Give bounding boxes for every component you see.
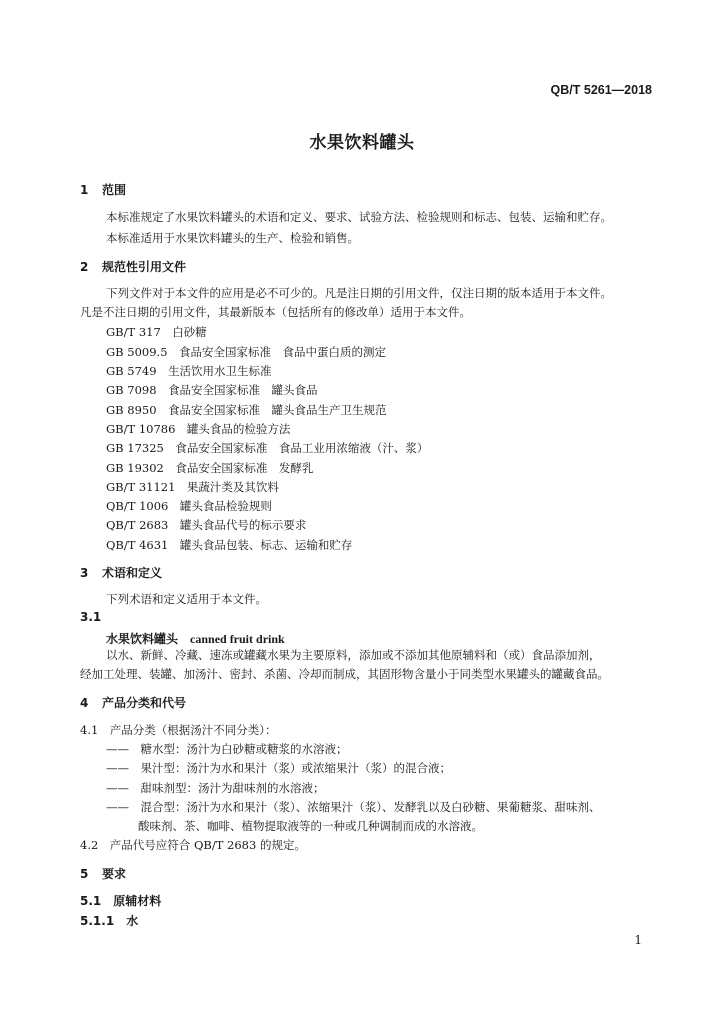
reference-item <box>106 479 279 495</box>
reference-item <box>106 324 207 340</box>
reference-title: 果蔬汁类及其饮料 <box>186 480 279 494</box>
reference-title: 罐头食品检验规则 <box>179 499 272 513</box>
reference-item <box>106 460 313 476</box>
reference-code: GB 5749 <box>106 364 157 378</box>
term-number: 3.1 <box>80 610 102 624</box>
list-text: 糖水型：汤汁为白砂糖或糖浆的水溶液； <box>140 742 348 756</box>
section-number: 2 <box>80 260 89 274</box>
clause-4-1 <box>80 722 277 738</box>
definition: 以水、新鲜、冷藏、速冻或罐藏水果为主要原料，添加或不添加其他原辅料和（或）食品添加剂， <box>106 648 601 662</box>
section-number: 5 <box>80 867 89 881</box>
section-title: 产品分类和代号 <box>102 696 187 710</box>
paragraph: 下列术语和定义适用于本文件。 <box>106 592 267 606</box>
reference-item <box>106 537 352 553</box>
list-text: 混合型：汤汁为水和果汁（浆）、浓缩果汁（浆）、发酵乳以及白砂糖、果葡糖浆、甜味剂、 <box>140 800 601 814</box>
reference-code: GB 5009.5 <box>106 345 168 359</box>
list-dash: —— <box>106 800 129 814</box>
reference-title: 生活饮用水卫生标准 <box>168 364 272 378</box>
document-title: 水果饮料罐头 <box>309 133 415 153</box>
reference-title: 罐头食品代号的标示要求 <box>179 518 307 532</box>
reference-code: GB 19302 <box>106 461 164 475</box>
list-item <box>106 760 451 776</box>
clause-number: 4.2 <box>80 838 99 852</box>
reference-title: 食品安全国家标准 罐头食品 <box>168 383 318 397</box>
reference-title: 食品安全国家标准 食品中蛋白质的测定 <box>179 345 387 359</box>
definition: 经加工处理、装罐、加汤汁、密封、杀菌、冷却而制成，其固形物含量小于同类型水果罐头的罐藏食品。 <box>80 667 609 681</box>
reference-code: GB/T 31121 <box>106 480 176 494</box>
reference-code: QB/T 1006 <box>106 499 169 513</box>
page-number: 1 <box>634 933 642 947</box>
list-text: 甜味剂型：汤汁为甜味剂的水溶液； <box>140 781 325 795</box>
section-title: 术语和定义 <box>102 566 163 580</box>
section-title: 规范性引用文件 <box>102 260 187 274</box>
section-1-heading <box>80 181 126 198</box>
section-number: 4 <box>80 696 89 710</box>
list-text: 果汁型：汤汁为水和果汁（浆）或浓缩果汁（浆）的混合液； <box>140 761 451 775</box>
reference-item <box>106 440 428 456</box>
list-item <box>106 780 325 796</box>
reference-title: 罐头食品的检验方法 <box>186 422 291 436</box>
section-5-heading <box>80 865 126 882</box>
reference-item <box>106 382 318 398</box>
list-item <box>106 799 601 815</box>
clause-number: 5.1 <box>80 894 102 908</box>
clause-5-1 <box>80 892 161 909</box>
section-2-heading <box>80 258 186 275</box>
standard-number: QB/T 5261—2018 <box>550 83 652 97</box>
list-item <box>106 741 348 757</box>
section-title: 范围 <box>102 183 127 197</box>
section-4-heading <box>80 694 186 711</box>
reference-item <box>106 363 272 379</box>
reference-title: 食品安全国家标准 发酵乳 <box>175 461 314 475</box>
term-english: canned fruit drink <box>190 632 285 646</box>
reference-title: 罐头食品包装、标志、运输和贮存 <box>179 538 353 552</box>
clause-5-1-1 <box>80 912 138 929</box>
section-number: 3 <box>80 566 89 580</box>
list-dash: —— <box>106 781 129 795</box>
paragraph: 凡是不注日期的引用文件，其最新版本（包括所有的修改单）适用于本文件。 <box>80 305 471 319</box>
reference-code: GB 7098 <box>106 383 157 397</box>
paragraph: 下列文件对于本文件的应用是必不可少的。凡是注日期的引用文件，仅注日期的版本适用于本文件。 <box>106 286 612 300</box>
list-dash: —— <box>106 742 129 756</box>
list-dash: —— <box>106 761 129 775</box>
reference-item <box>106 402 387 418</box>
reference-code: GB 8950 <box>106 403 157 417</box>
reference-item <box>106 517 306 533</box>
clause-number: 5.1.1 <box>80 914 115 928</box>
section-title: 要求 <box>102 867 127 881</box>
reference-code: GB 17325 <box>106 441 164 455</box>
reference-title: 食品安全国家标准 罐头食品生产卫生规范 <box>168 403 387 417</box>
reference-code: QB/T 2683 <box>106 518 169 532</box>
clause-text: 水 <box>126 914 139 928</box>
reference-item <box>106 344 386 360</box>
clause-number: 4.1 <box>80 723 99 737</box>
term-chinese: 水果饮料罐头 <box>106 632 179 646</box>
reference-code: GB/T 10786 <box>106 422 176 436</box>
term-heading <box>106 628 285 647</box>
reference-title: 白砂糖 <box>172 325 207 339</box>
reference-item <box>106 498 272 514</box>
reference-code: QB/T 4631 <box>106 538 169 552</box>
clause-4-2 <box>80 837 306 853</box>
clause-text: 产品分类（根据汤汁不同分类）： <box>109 723 277 737</box>
section-number: 1 <box>80 183 89 197</box>
clause-text: 原辅材料 <box>113 894 162 908</box>
reference-item <box>106 421 290 437</box>
paragraph: 本标准适用于水果饮料罐头的生产、检验和销售。 <box>106 231 359 245</box>
paragraph: 本标准规定了水果饮料罐头的术语和定义、要求、试验方法、检验规则和标志、包装、运输和贮存。 <box>106 210 612 224</box>
clause-text: 产品代号应符合 QB/T 2683 的规定。 <box>109 838 306 852</box>
section-3-heading <box>80 564 162 581</box>
list-item-continuation: 酸味剂、茶、咖啡、植物提取液等的一种或几种调制而成的水溶液。 <box>138 819 483 833</box>
reference-code: GB/T 317 <box>106 325 161 339</box>
reference-title: 食品安全国家标准 食品工业用浓缩液（汁、浆） <box>175 441 429 455</box>
